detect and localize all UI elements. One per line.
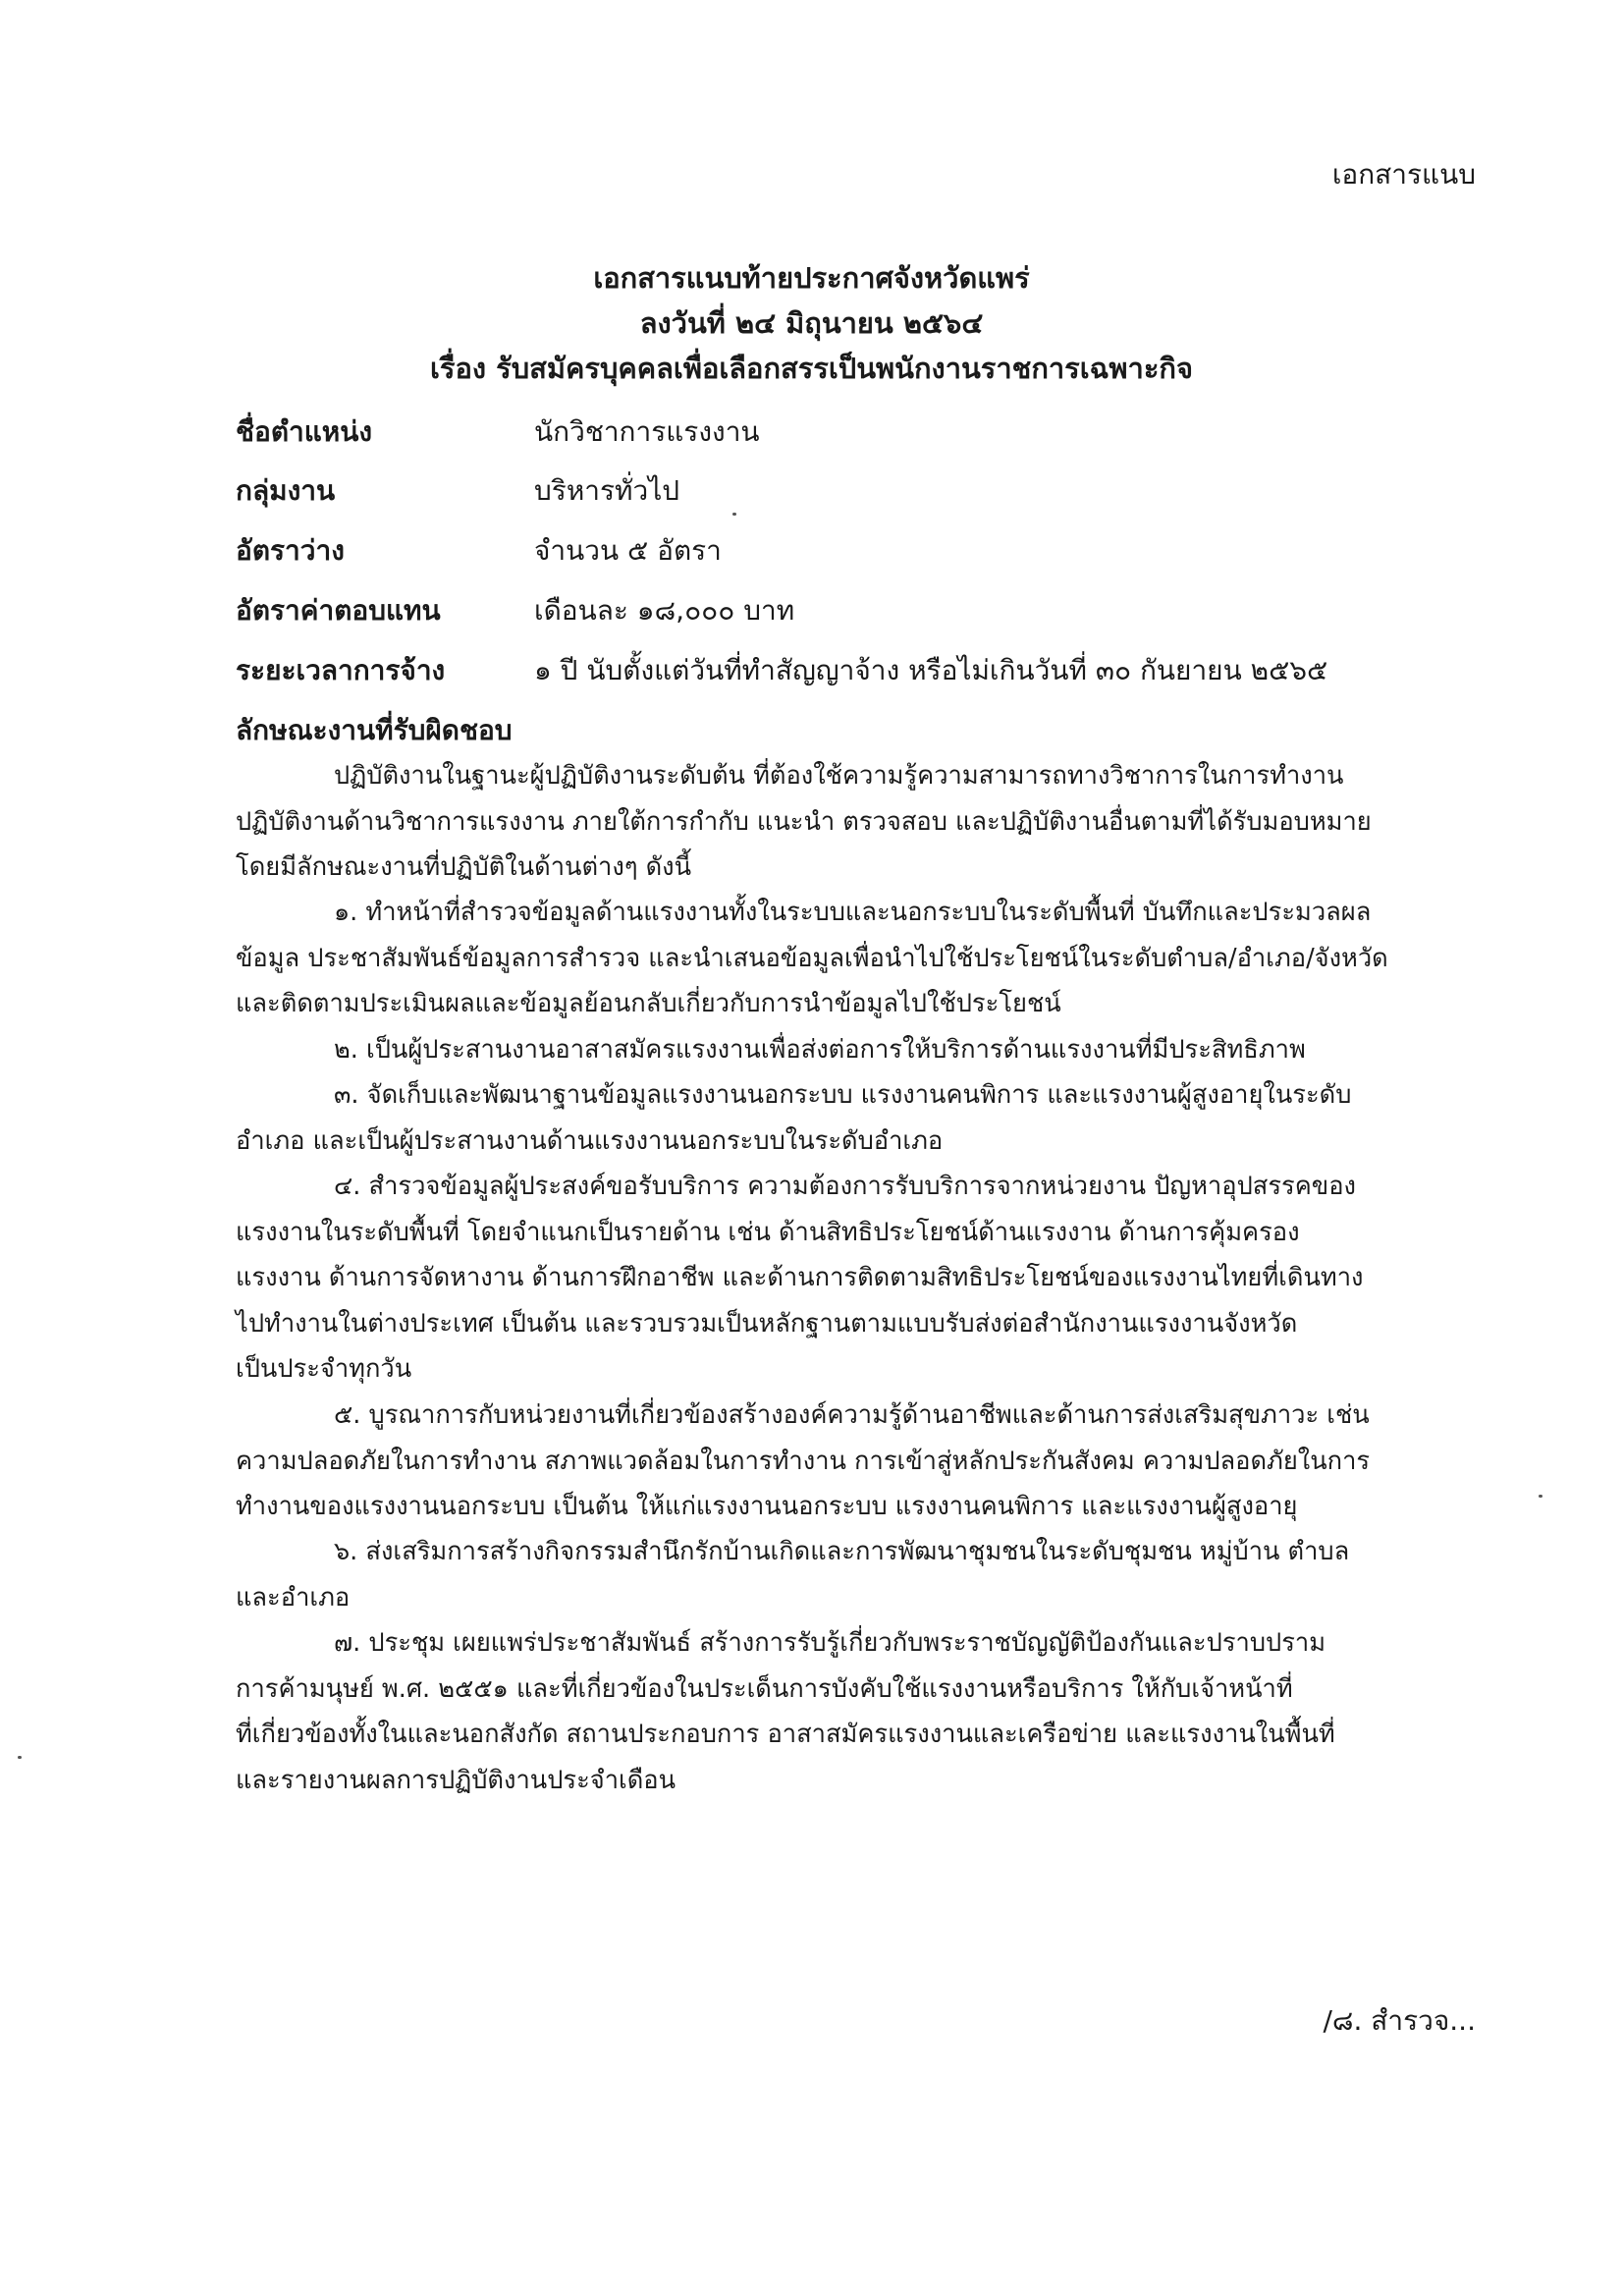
paragraph-line: ความปลอดภัยในการทำงาน สภาพแวดล้อมในการทำงาน การเข้าสู่หลักประกันสังคม ความปลอดภัยในการ: [236, 1446, 1371, 1476]
paragraph-line: โดยมีลักษณะงานที่ปฏิบัติในด้านต่างๆ ดังนี้: [236, 852, 692, 882]
paragraph-line: และรายงานผลการปฏิบัติงานประจำเดือน: [236, 1765, 676, 1795]
duty-item-3: [236, 1072, 1473, 1164]
continuation-note: /๘. สำรวจ...: [1323, 2004, 1476, 2037]
duty-item-4: [236, 1164, 1473, 1393]
scan-speck: [732, 513, 736, 516]
field-label: กลุ่มงาน: [236, 474, 336, 507]
paragraph-line: แรงงานในระดับพื้นที่ โดยจำแนกเป็นรายด้าน เช่น ด้านสิทธิประโยชน์ด้านแรงงาน ด้านการคุ้มครอง: [236, 1217, 1300, 1247]
field-label: อัตราว่าง: [236, 534, 345, 567]
paragraph-line: ๒. เป็นผู้ประสานงานอาสาสมัครแรงงานเพื่อส่งต่อการให้บริการด้านแรงงานที่มีประสิทธิภาพ: [334, 1035, 1306, 1065]
paragraph-line: ๑. ทำหน้าที่สำรวจข้อมูลด้านแรงงานทั้งในระบบและนอกระบบในระดับพื้นที่ บันทึกและประมวลผล: [334, 898, 1372, 927]
duty-item-2: [236, 1027, 1473, 1073]
field-value: บริหารทั่วไป: [534, 474, 680, 507]
scan-speck: [1539, 1495, 1542, 1498]
duties-intro: [236, 753, 1473, 891]
document-date: ลงวันที่ ๒๔ มิถุนายน ๒๕๖๔: [639, 306, 984, 340]
paragraph-line: และติดตามประเมินผลและข้อมูลย้อนกลับเกี่ยวกับการนำข้อมูลไปใช้ประโยชน์: [236, 989, 1061, 1018]
paragraph-line: ๗. ประชุม เผยแพร่ประชาสัมพันธ์ สร้างการรับรู้เกี่ยวกับพระราชบัญญัติป้องกันและปราบปราม: [334, 1628, 1326, 1658]
paragraph-line: ทำงานของแรงงานนอกระบบ เป็นต้น ให้แก่แรงงานนอกระบบ แรงงานคนพิการ และแรงงานผู้สูงอายุ: [236, 1492, 1298, 1521]
paragraph-line: และอำเภอ: [236, 1582, 351, 1613]
duty-item-5: [236, 1393, 1473, 1530]
paragraph-line: ๖. ส่งเสริมการสร้างกิจกรรมสำนึกรักบ้านเกิดและการพัฒนาชุมชนในระดับชุมชน หมู่บ้าน ตำบล: [334, 1537, 1350, 1566]
document-title: เอกสารแนบท้ายประกาศจังหวัดแพร่: [593, 261, 1030, 295]
field-value: นักวิชาการแรงงาน: [534, 415, 760, 448]
paragraph-line: ๔. สำรวจข้อมูลผู้ประสงค์ขอรับบริการ ความต้องการรับบริการจากหน่วยงาน ปัญหาอุปสรรคของ: [334, 1172, 1356, 1201]
field-label: ระยะเวลาการจ้าง: [236, 654, 446, 686]
field-value: จำนวน ๕ อัตรา: [534, 534, 722, 567]
paragraph-line: ปฏิบัติงานด้านวิชาการแรงงาน ภายใต้การกำกับ แนะนำ ตรวจสอบ และปฏิบัติงานอื่นตามที่ได้รับมอบหมาย: [236, 806, 1372, 837]
field-label: ชื่อตำแหน่ง: [236, 415, 373, 448]
paragraph-line: ไปทำงานในต่างประเทศ เป็นต้น และรวบรวมเป็นหลักฐานตามแบบรับส่งต่อสำนักงานแรงงานจังหวัด: [236, 1308, 1298, 1339]
paragraph-line: ปฏิบัติงานในฐานะผู้ปฏิบัติงานระดับต้น ที่ต้องใช้ความรู้ความสามารถทางวิชาการในการทำงาน: [334, 761, 1344, 791]
field-value: ๑ ปี นับตั้งแต่วันที่ทำสัญญาจ้าง หรือไม่เกินวันที่ ๓๐ กันยายน ๒๕๖๕: [534, 654, 1328, 686]
attachment-tag: เอกสารแนบ: [1331, 158, 1476, 191]
paragraph-line: การค้ามนุษย์ พ.ศ. ๒๕๕๑ และที่เกี่ยวข้องในประเด็นการบังคับใช้แรงงานหรือบริการ ให้กับเจ้าหน้าที่: [236, 1673, 1293, 1704]
paragraph-line: อำเภอ และเป็นผู้ประสานงานด้านแรงงานนอกระบบในระดับอำเภอ: [236, 1125, 944, 1156]
duty-item-6: [236, 1529, 1473, 1620]
paragraph-line: ที่เกี่ยวข้องทั้งในและนอกสังกัด สถานประกอบการ อาสาสมัครแรงงานและเครือข่าย และแรงงานในพื้นที่: [236, 1720, 1335, 1749]
paragraph-line: ๓. จัดเก็บและพัฒนาฐานข้อมูลแรงงานนอกระบบ แรงงานคนพิการ และแรงงานผู้สูงอายุในระดับ: [334, 1080, 1352, 1110]
scan-speck: [18, 1756, 22, 1759]
document-subject: เรื่อง รับสมัครบุคคลเพื่อเลือกสรรเป็นพนักงานราชการเฉพาะกิจ: [430, 352, 1193, 385]
field-label: อัตราค่าตอบแทน: [236, 594, 441, 627]
duty-item-1: [236, 890, 1473, 1027]
field-value: เดือนละ ๑๘,๐๐๐ บาท: [534, 594, 795, 627]
paragraph-line: แรงงาน ด้านการจัดหางาน ด้านการฝึกอาชีพ และด้านการติดตามสิทธิประโยชน์ของแรงงานไทยที่เดินทาง: [236, 1263, 1364, 1292]
duties-title: ลักษณะงานที่รับผิดชอบ: [236, 714, 513, 746]
paragraph-line: ข้อมูล ประชาสัมพันธ์ข้อมูลการสำรวจ และนำเสนอข้อมูลเพื่อนำไปใช้ประโยชน์ในระดับตำบล/อำเภอ/จังหวัด: [236, 943, 1388, 973]
paragraph-line: ๕. บูรณาการกับหน่วยงานที่เกี่ยวข้องสร้างองค์ความรู้ด้านอาชีพและด้านการส่งเสริมสุขภาวะ เช่น: [334, 1400, 1370, 1430]
duty-item-7: [236, 1620, 1473, 1803]
paragraph-line: เป็นประจำทุกวัน: [236, 1354, 412, 1384]
